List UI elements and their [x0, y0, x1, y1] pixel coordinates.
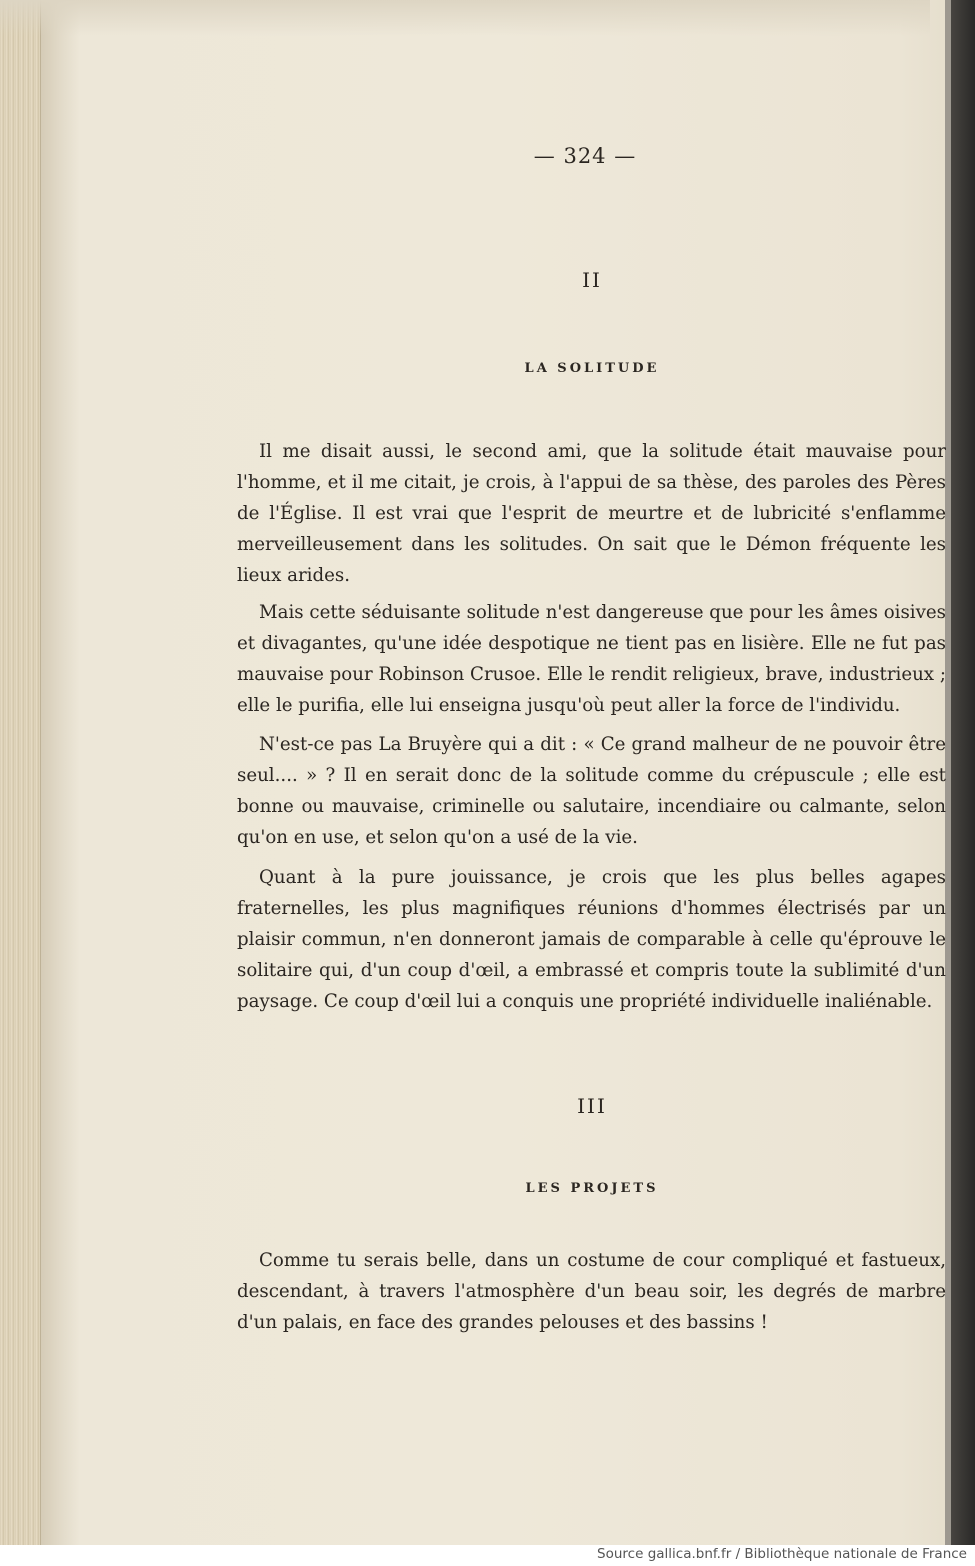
paragraph: Il me disait aussi, le second ami, que la solitude était mauvaise pour l'homme, et il me citait, je crois, à l'appui de sa thèse, des paroles des Pères de l'Église. Il est vrai que l'esprit de meurtre et de lubricité s'enflamme merveilleusement dans les solitudes. On sait que le Démon fréquente les lieux arides.	[237, 441, 946, 586]
binding-shadow	[40, 0, 80, 1545]
section-numeral: II	[582, 268, 602, 292]
paragraph: Quant à la pure jouissance, je crois que les plus belles agapes fraternelles, les plus magnifiques réunions d'hommes électrisés par un plaisir commun, n'en donneront jamais de comparable à celle qu'éprouve le solitaire qui, d'un coup d'œil, a embrassé et compris toute la sublimité d'un paysage. Ce coup d'œil lui a conquis une propriété individuelle inaliénable.	[237, 867, 946, 1012]
section-title: LES PROJETS	[525, 1181, 659, 1196]
footer-bar	[0, 1545, 975, 1566]
scanner-dark-strip	[945, 0, 975, 1545]
book-page-edges	[0, 0, 41, 1545]
paragraph: N'est-ce pas La Bruyère qui a dit : « Ce grand malheur de ne pouvoir être seul.... » ? Il en serait donc de la solitude comme du crépuscule ; elle est bonne ou mauvaise, criminelle ou salutaire, incendiaire ou calmante, selon qu'on en use, et selon qu'on a usé de la vie.	[237, 734, 946, 848]
section-title: LA SOLITUDE	[524, 361, 660, 376]
paragraph: Comme tu serais belle, dans un costume de cour compliqué et fastueux, descendant, à travers l'atmosphère d'un beau soir, les degrés de marbre d'un palais, en face des grandes pelouses et des bassins !	[237, 1250, 946, 1333]
page-number: — 324 —	[533, 144, 637, 168]
paragraph: Mais cette séduisante solitude n'est dangereuse que pour les âmes oisives et divagantes, qu'une idée despotique ne tient pas en lisière. Elle ne fut pas mauvaise pour Robinson Crusoe. Elle le rendit religieux, brave, industrieux ; elle le purifia, elle lui enseigna jusqu'où peut aller la force de l'individu.	[237, 602, 946, 716]
source-credit: Source gallica.bnf.fr / Bibliothèque nationale de France	[597, 1546, 967, 1562]
section-numeral: III	[577, 1094, 607, 1118]
top-page-edge	[0, 0, 930, 36]
